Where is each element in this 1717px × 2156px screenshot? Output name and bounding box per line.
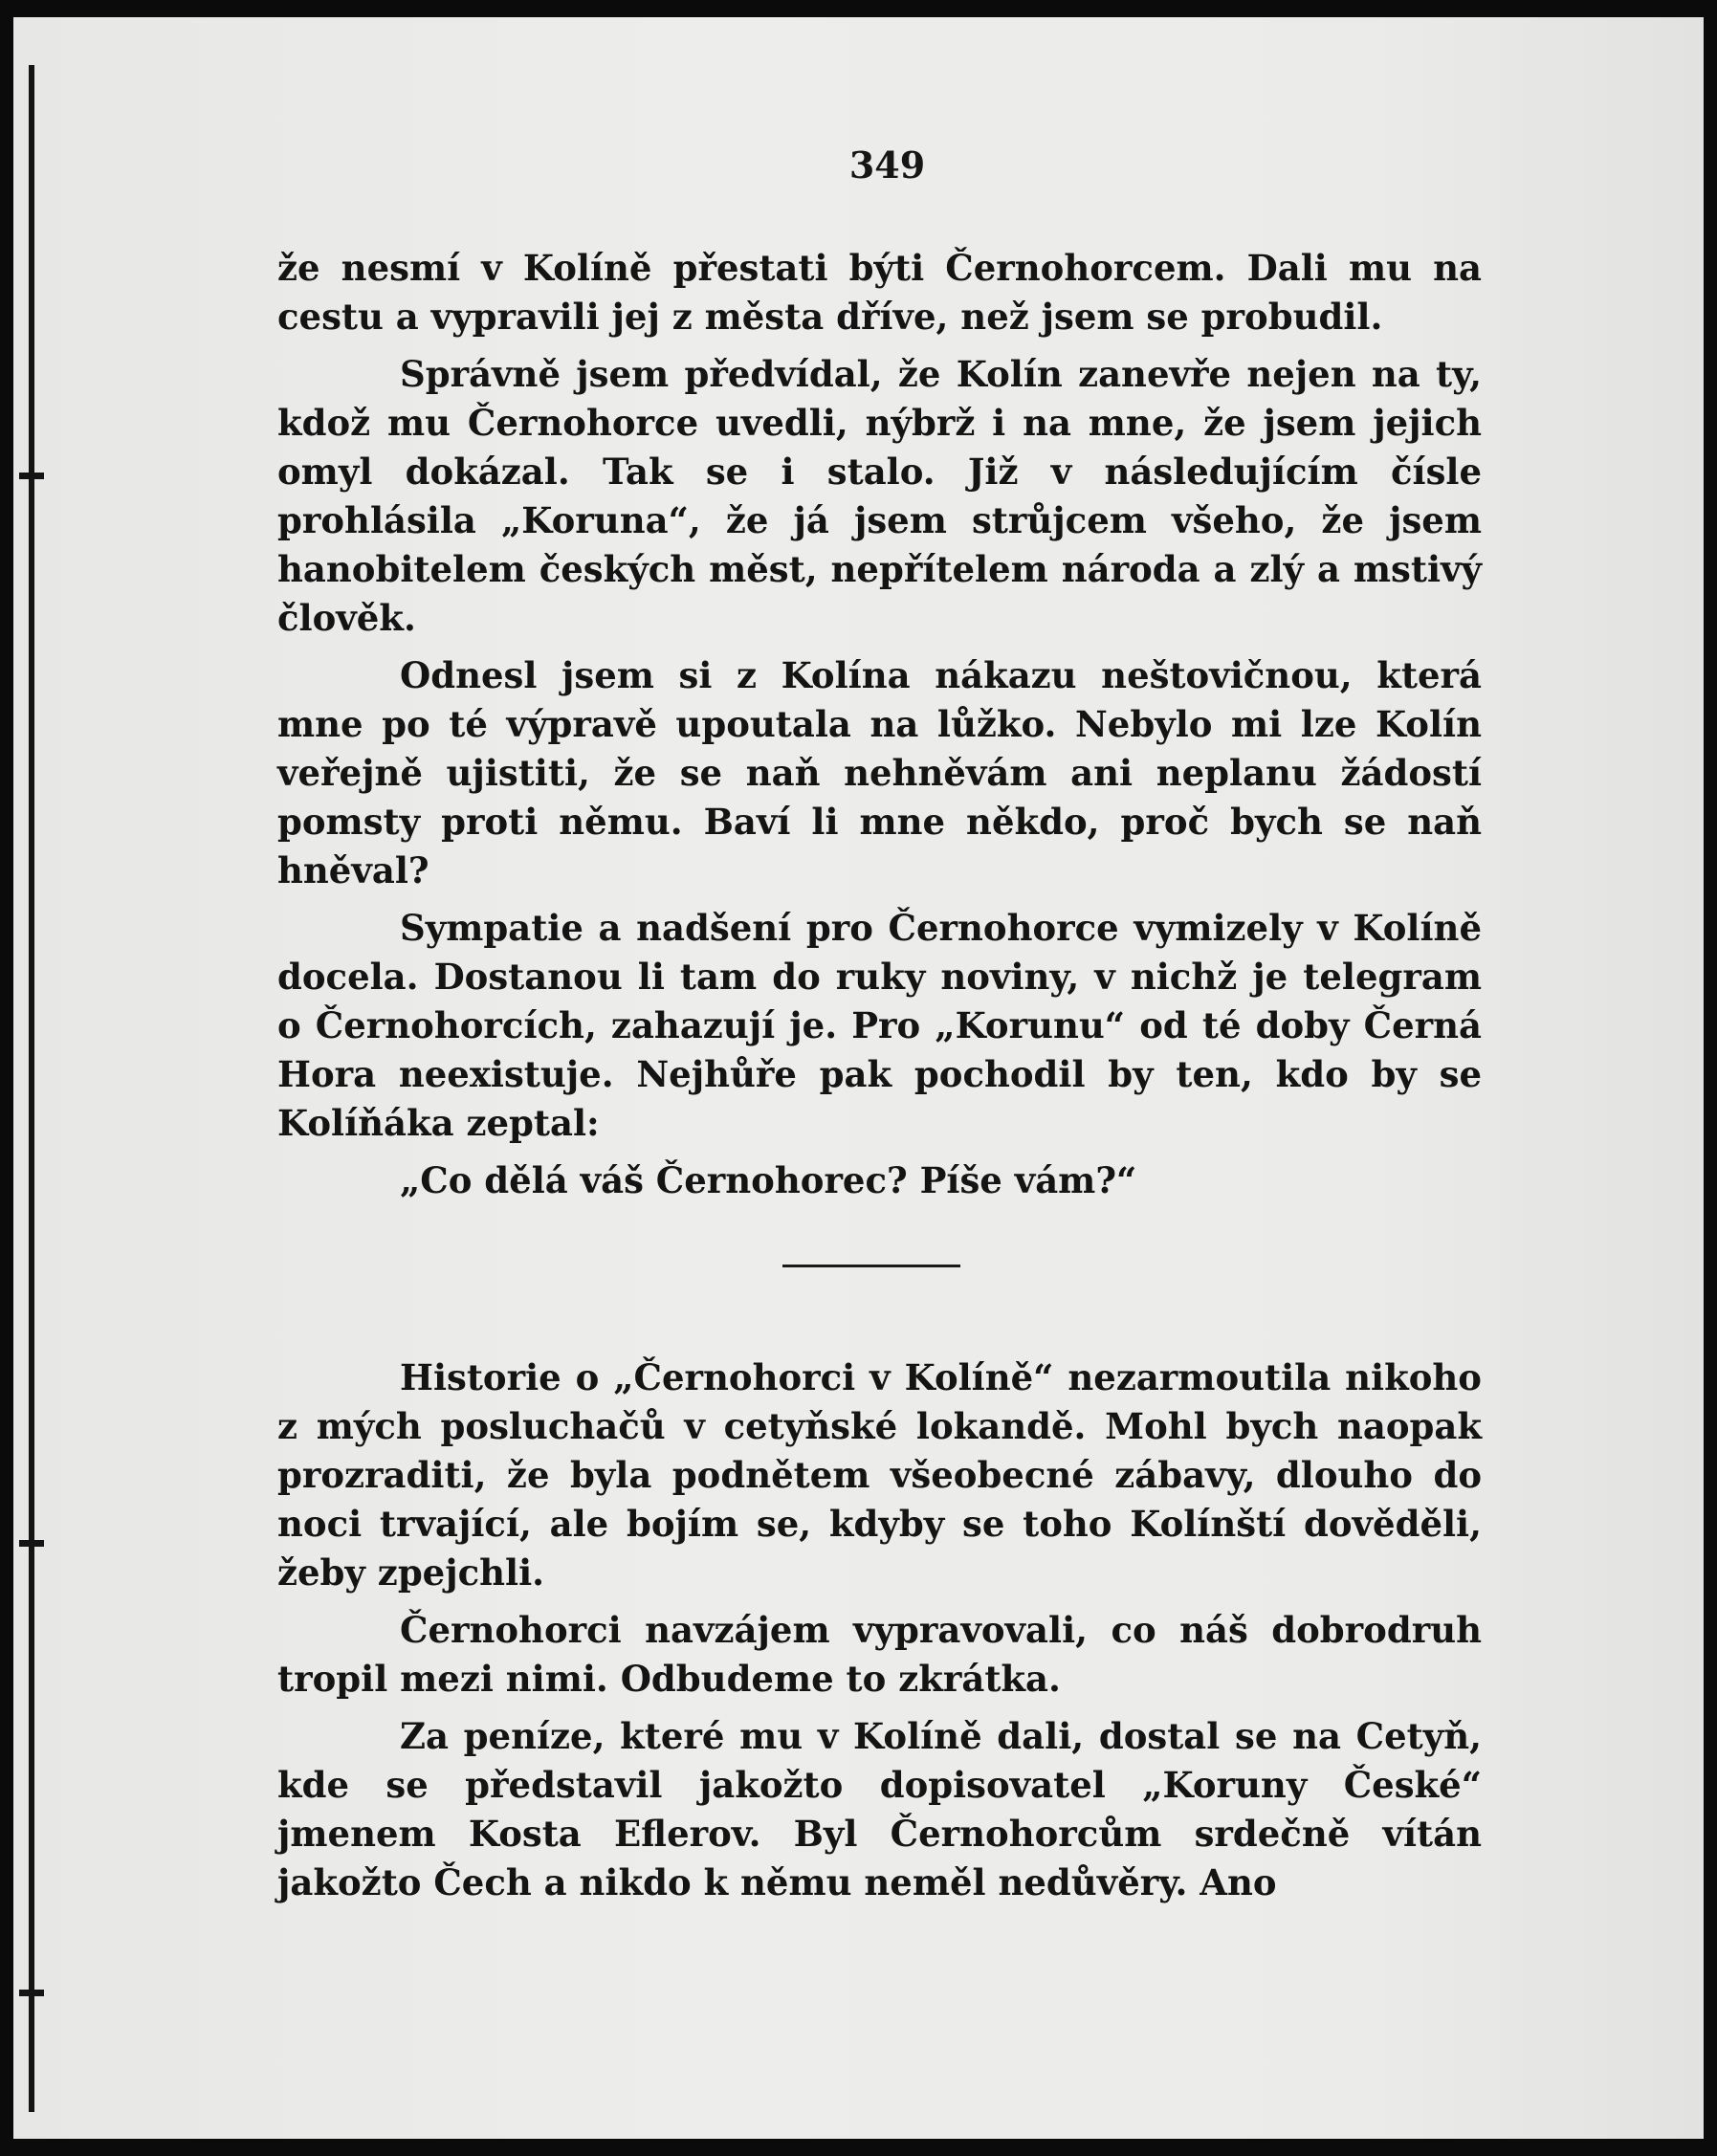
text-section-2 [277, 1353, 1482, 1916]
paragraph: že nesmí v Kolíně přestati býti Černohorcem. Dali mu na cestu a vypravili jej z města dříve, než jsem se probudil. [277, 247, 1482, 338]
section-divider [782, 1265, 960, 1267]
binding-mark [19, 1540, 44, 1547]
paragraph: Sympatie a nadšení pro Černohorce vymizely v Kolíně docela. Dostanou li tam do ruky noviny, v nichž je telegram o Černohorcích, zahazují je. Pro „Korunu“ od té doby Černá Hora neexistuje. Nejhůře pak pochodil by ten, kdo by se Kolíňáka zeptal: [277, 907, 1482, 1144]
paragraph: Černohorci navzájem vypravovali, co náš dobrodruh tropil mezi nimi. Odbudeme to zkrátka. [277, 1609, 1482, 1700]
text-section-1 [277, 244, 1482, 1214]
binding-edge [29, 65, 34, 2112]
paragraph: Historie o „Černohorci v Kolíně“ nezarmoutila nikoho z mých posluchačů v cetyňské lokandě. Mohl bych naopak prozraditi, že byla podnětem všeobecné zábavy, dlouho do noci trvající, ale bojím se, kdyby se toho Kolínští dověděli, žeby zpejchli. [277, 1356, 1482, 1594]
paragraph: Odnesl jsem si z Kolína nákazu neštovičnou, která mne po té výpravě upoutala na lůžko. Nebylo mi lze Kolín veřejně ujistiti, že se naň nehněvám ani neplanu žádostí pomsty proti němu. Baví li mne někdo, proč bych se naň hněval? [277, 654, 1482, 891]
book-page [13, 17, 1704, 2139]
page-number: 349 [848, 143, 926, 187]
binding-mark [19, 1990, 44, 1996]
paragraph: Za peníze, které mu v Kolíně dali, dostal se na Cetyň, kde se představil jakožto dopisovatel „Koruny České“ jmenem Kosta Eflerov. Byl Černohorcům srdečně vítán jakožto Čech a nikdo k němu neměl nedůvěry. Ano [277, 1715, 1482, 1903]
paragraph: Správně jsem předvídal, že Kolín zanevře nejen na ty, kdož mu Černohorce uvedli, nýbrž i na mne, že jsem jejich omyl dokázal. Tak se i stalo. Již v následujícím čísle prohlásila „Koruna“, že já jsem strůjcem všeho, že jsem hanobitelem českých měst, nepřítelem národa a zlý a mstivý člověk. [277, 353, 1482, 639]
quote-line: „Co dělá váš Černohorec? Píše vám?“ [400, 1159, 1137, 1201]
binding-mark [19, 473, 44, 479]
